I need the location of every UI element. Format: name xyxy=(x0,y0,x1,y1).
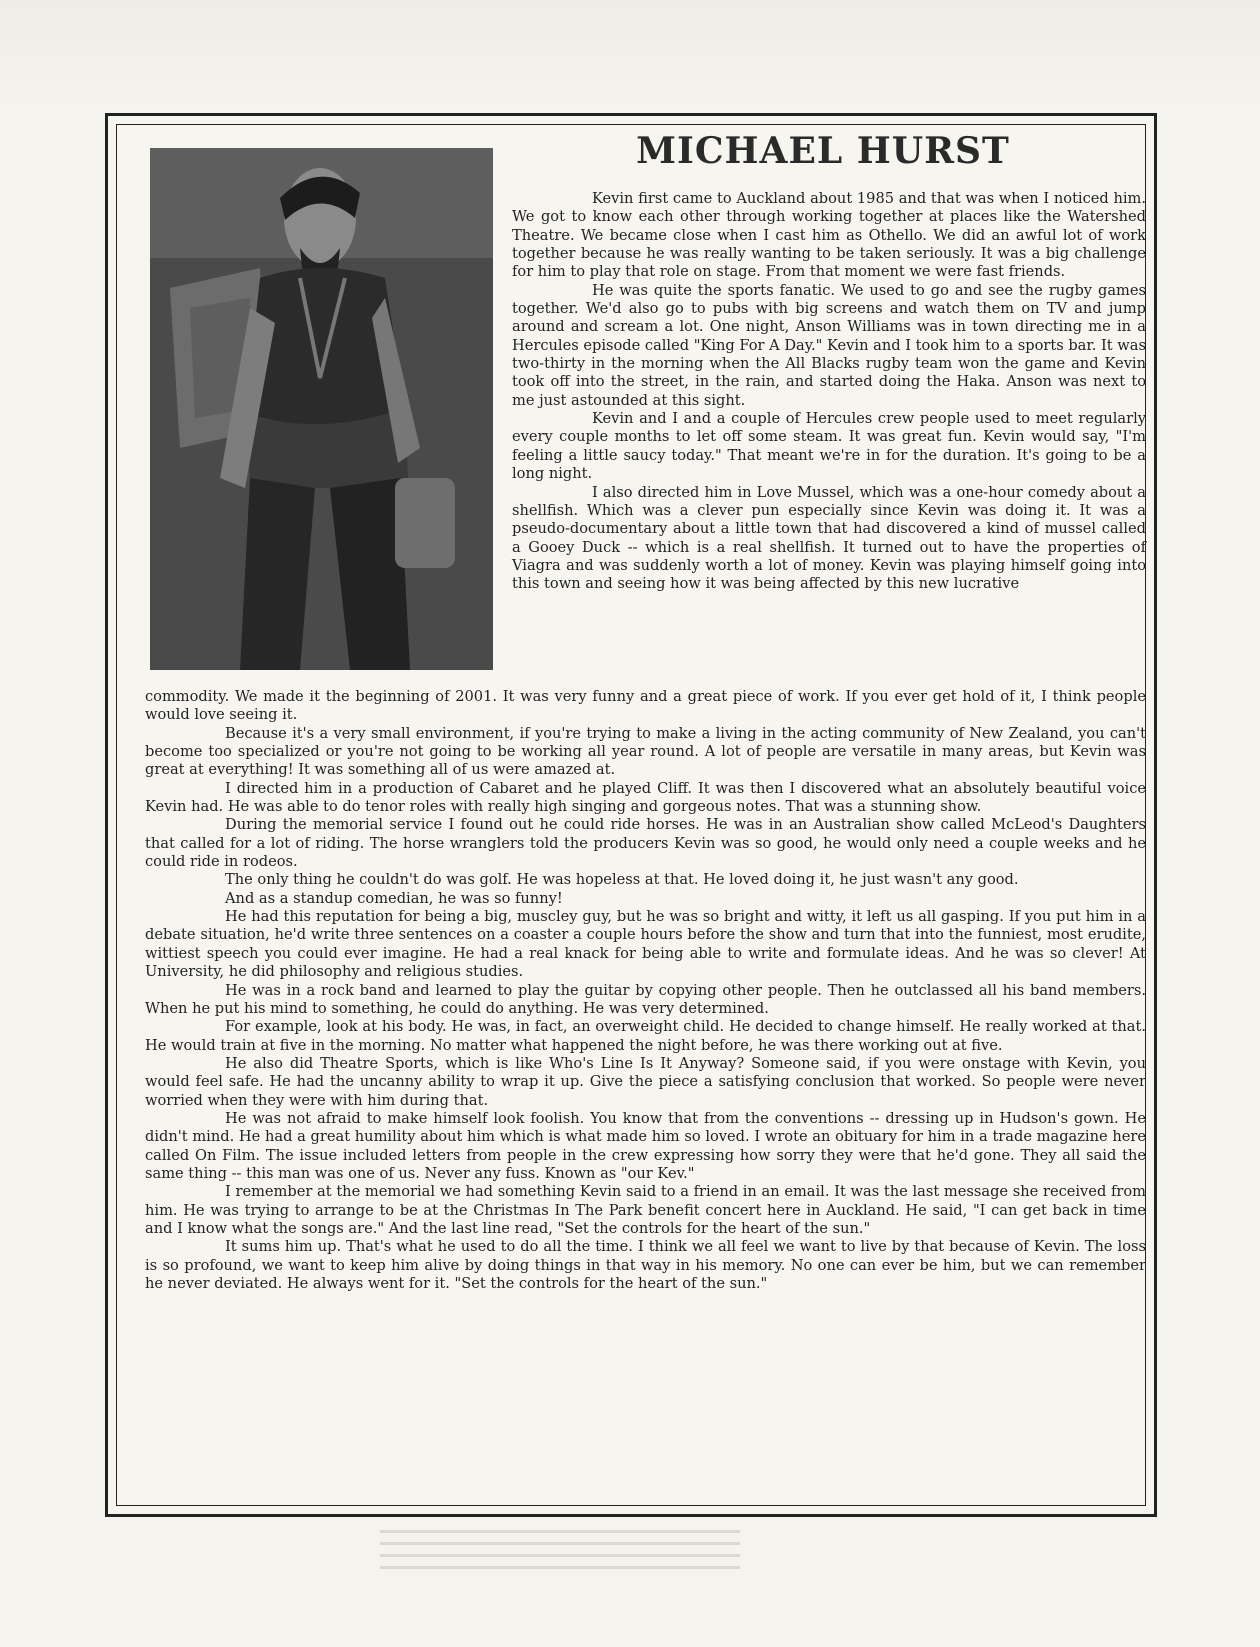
paragraph: I remember at the memorial we had something Kevin said to a friend in an email. It was the last message she received from him. He was trying to arrange to be at the Christmas In The Park benefit concert here in Auckland. He said, "I can get back in time and I know what the songs are." And the last line read, "Set the controls for the heart of the sun." xyxy=(145,1183,1146,1237)
paragraph: The only thing he couldn't do was golf. He was hopeless at that. He loved doing it, he just wasn't any good. xyxy=(225,871,1019,889)
paragraph: He also did Theatre Sports, which is like Who's Line Is It Anyway? Someone said, if you were onstage with Kevin, you would feel safe. He had the uncanny ability to wrap it up. Give the piece a satisfying conclusion that worked. So people were never worried when they were with him during that. xyxy=(145,1054,1146,1109)
paragraph: During the memorial service I found out he could ride horses. He was in an Australian show called McLeod's Daughters that called for a lot of riding. The horse wranglers told the producers Kevin was so good, he would only need a couple weeks and he could ride in rodeos. xyxy=(145,816,1146,871)
paragraph: I directed him in a production of Cabaret and he played Cliff. It was then I discovered what an absolutely beautiful voice Kevin had. He was able to do tenor roles with really high singing and gorgeous notes. That was a stunning show. xyxy=(145,779,1146,816)
page-top-margin xyxy=(0,0,1260,110)
bleed-through-text xyxy=(380,1530,740,1570)
paragraph: Kevin and I and a couple of Hercules crew people used to meet regularly every couple months to let off some steam. It was great fun. Kevin would say, "I'm feeling a little saucy today." That meant we're in for the duration. It's going to be a long night. xyxy=(512,410,1146,483)
paragraph: He had this reputation for being a big, muscley guy, but he was so bright and witty, it left us all gasping. If you put him in a debate situation, he'd write three sentences on a coaster a couple hours before the show and turn that into the funniest, most erudite, wittiest speech you could ever imagine. He had a real knack for being able to write and formulate ideas. And he was so clever! At University, he did philosophy and religious studies. xyxy=(145,908,1146,981)
portrait-photo xyxy=(150,148,493,670)
paragraph: It sums him up. That's what he used to do all the time. I think we all feel we want to live by that because of Kevin. The loss is so profound, we want to keep him alive by doing things in that way in his memory. No one can ever be him, but we can remember he never deviated. He always went for it. "Set the controls for the heart of the sun." xyxy=(145,1238,1146,1292)
full-width-text xyxy=(145,688,1146,1293)
paragraph: He was not afraid to make himself look foolish. You know that from the conventions -- dressing up in Hudson's gown. He didn't mind. He had a great humility about him which is what made him so loved. I wrote an obituary for him in a trade magazine here called On Film. The issue included letters from people in the crew expressing how sorry they were that he'd gone. They all said the same thing -- this man was one of us. Never any fuss. Known as "our Kev." xyxy=(145,1109,1146,1182)
paragraph: I also directed him in Love Mussel, which was a one-hour comedy about a shellfish. Which was a clever pun especially since Kevin was doing it. It was a pseudo-documentary about a little town that had discovered a kind of mussel called a Gooey Duck -- which is a real shellfish. It turned out to have the properties of Viagra and was suddenly worth a lot of money. Kevin was playing himself going into this town and seeing how it was being affected by this new lucrative xyxy=(512,483,1146,593)
paragraph: And as a standup comedian, he was so funny! xyxy=(225,889,563,907)
photo-icon xyxy=(150,148,493,670)
right-column-text xyxy=(512,190,1146,594)
paragraph: For example, look at his body. He was, in fact, an overweight child. He decided to change himself. He really worked at that. He would train at five in the morning. No matter what happened the night before, he was there working out at five. xyxy=(145,1018,1146,1054)
article-title: MICHAEL HURST xyxy=(636,130,1010,172)
paragraph: He was quite the sports fanatic. We used to go and see the rugby games together. We'd also go to pubs with big screens and watch them on TV and jump around and scream a lot. One night, Anson Williams was in town directing me in a Hercules episode called "King For A Day." Kevin and I took him to a sports bar. It was two-thirty in the morning when the All Blacks rugby team won the game and Kevin took off into the street, in the rain, and started doing the Haka. Anson was next to me just astounded at this sight. xyxy=(512,281,1146,409)
paragraph: commodity. We made it the beginning of 2001. It was very funny and a great piece of work. If you ever get hold of it, I think people would love seeing it. xyxy=(145,688,1146,724)
paragraph: He was in a rock band and learned to play the guitar by copying other people. Then he outclassed all his band members. When he put his mind to something, he could do anything. He was very determined. xyxy=(145,981,1146,1017)
paragraph: Kevin first came to Auckland about 1985 and that was when I noticed him. We got to know each other through working together at places like the Watershed Theatre. We became close when I cast him as Othello. We did an awful lot of work together because he was really wanting to be taken seriously. It was a big challenge for him to play that role on stage. From that moment we were fast friends. xyxy=(512,190,1146,281)
paragraph: Because it's a very small environment, if you're trying to make a living in the acting community of New Zealand, you can't become too specialized or you're not going to be working all year round. A lot of people are versatile in many areas, but Kevin was great at everything! It was something all of us were amazed at. xyxy=(145,724,1146,779)
